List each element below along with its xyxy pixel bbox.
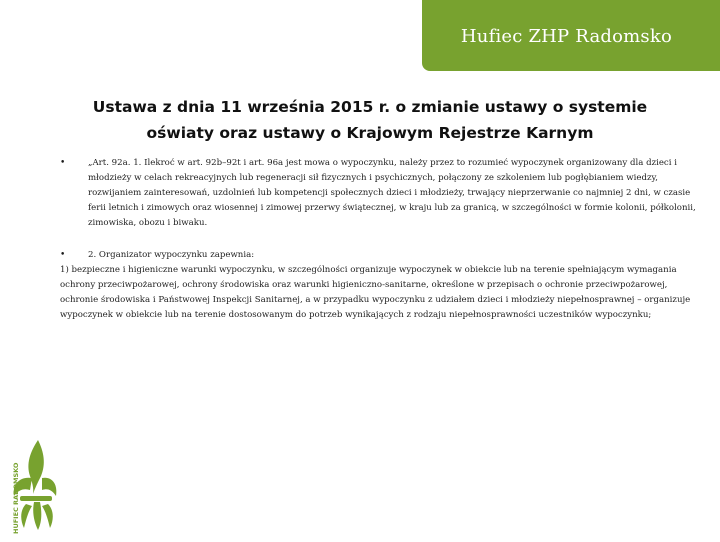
bullet-item-1 [60, 156, 700, 231]
svg-text:HUFIEC RADOMSKO: HUFIEC RADOMSKO [12, 462, 20, 534]
lily-icon [8, 438, 58, 538]
bullet-item-2 [60, 248, 700, 263]
bullet-marker: • [60, 250, 66, 260]
bullet-1-text: „Art. 92a. 1. Ilekroć w art. 92b–92t i art. 96a jest mowa o wypoczynku, należy przez to rozumieć wypoczynek organizowany dla dzieci i młodzieży w celach rekreacyjnych lub regeneracji sił fizycznych i psychicznych, połączony ze szkoleniem lub pogłębianiem wiedzy, rozwijaniem zainteresowań, uzdolnień lub kompetencji społecznych dzieci i młodzieży, trwający nieprzerwanie co najmniej 2 dni, w czasie ferii letnich i zimowych oraz wiosennej i zimowej przerwy świątecznej, w kraju lub za granicą, w szczególności w formie kolonii, półkolonii, zimowiska, obozu i biwaku. [88, 158, 696, 228]
bullet-marker: • [60, 158, 66, 168]
paragraph-text: 1) bezpieczne i higieniczne warunki wypoczynku, w szczególności organizuje wypoczynek w obiekcie lub na terenie spełniającym wymagania ochrony przeciwpożarowej, ochrony środowiska oraz warunki higieniczno-sanitarne, określone w przepisach o ochronie przeciwpożarowej, ochronie środowiska i Państwowej Inspekcji Sanitarnej, a w przypadku wypoczynku z udziałem dzieci i młodzieży niepełnosprawnej – organizuje wypoczynek w obiekcie lub na terenie dostosowanym do potrzeb wynikających z rodzaju niepełnosprawności uczestników wypoczynku; [60, 265, 691, 320]
slide-title: Ustawa z dnia 11 września 2015 r. o zmianie ustawy o systemie oświaty oraz ustawy o Krajowym Rejestrze Karnym [92, 98, 648, 142]
bullet-2-heading: 2. Organizator wypoczynku zapewnia: [88, 250, 255, 260]
banner-title: Hufiec ZHP Radomsko [460, 26, 672, 47]
header-banner [422, 0, 720, 71]
